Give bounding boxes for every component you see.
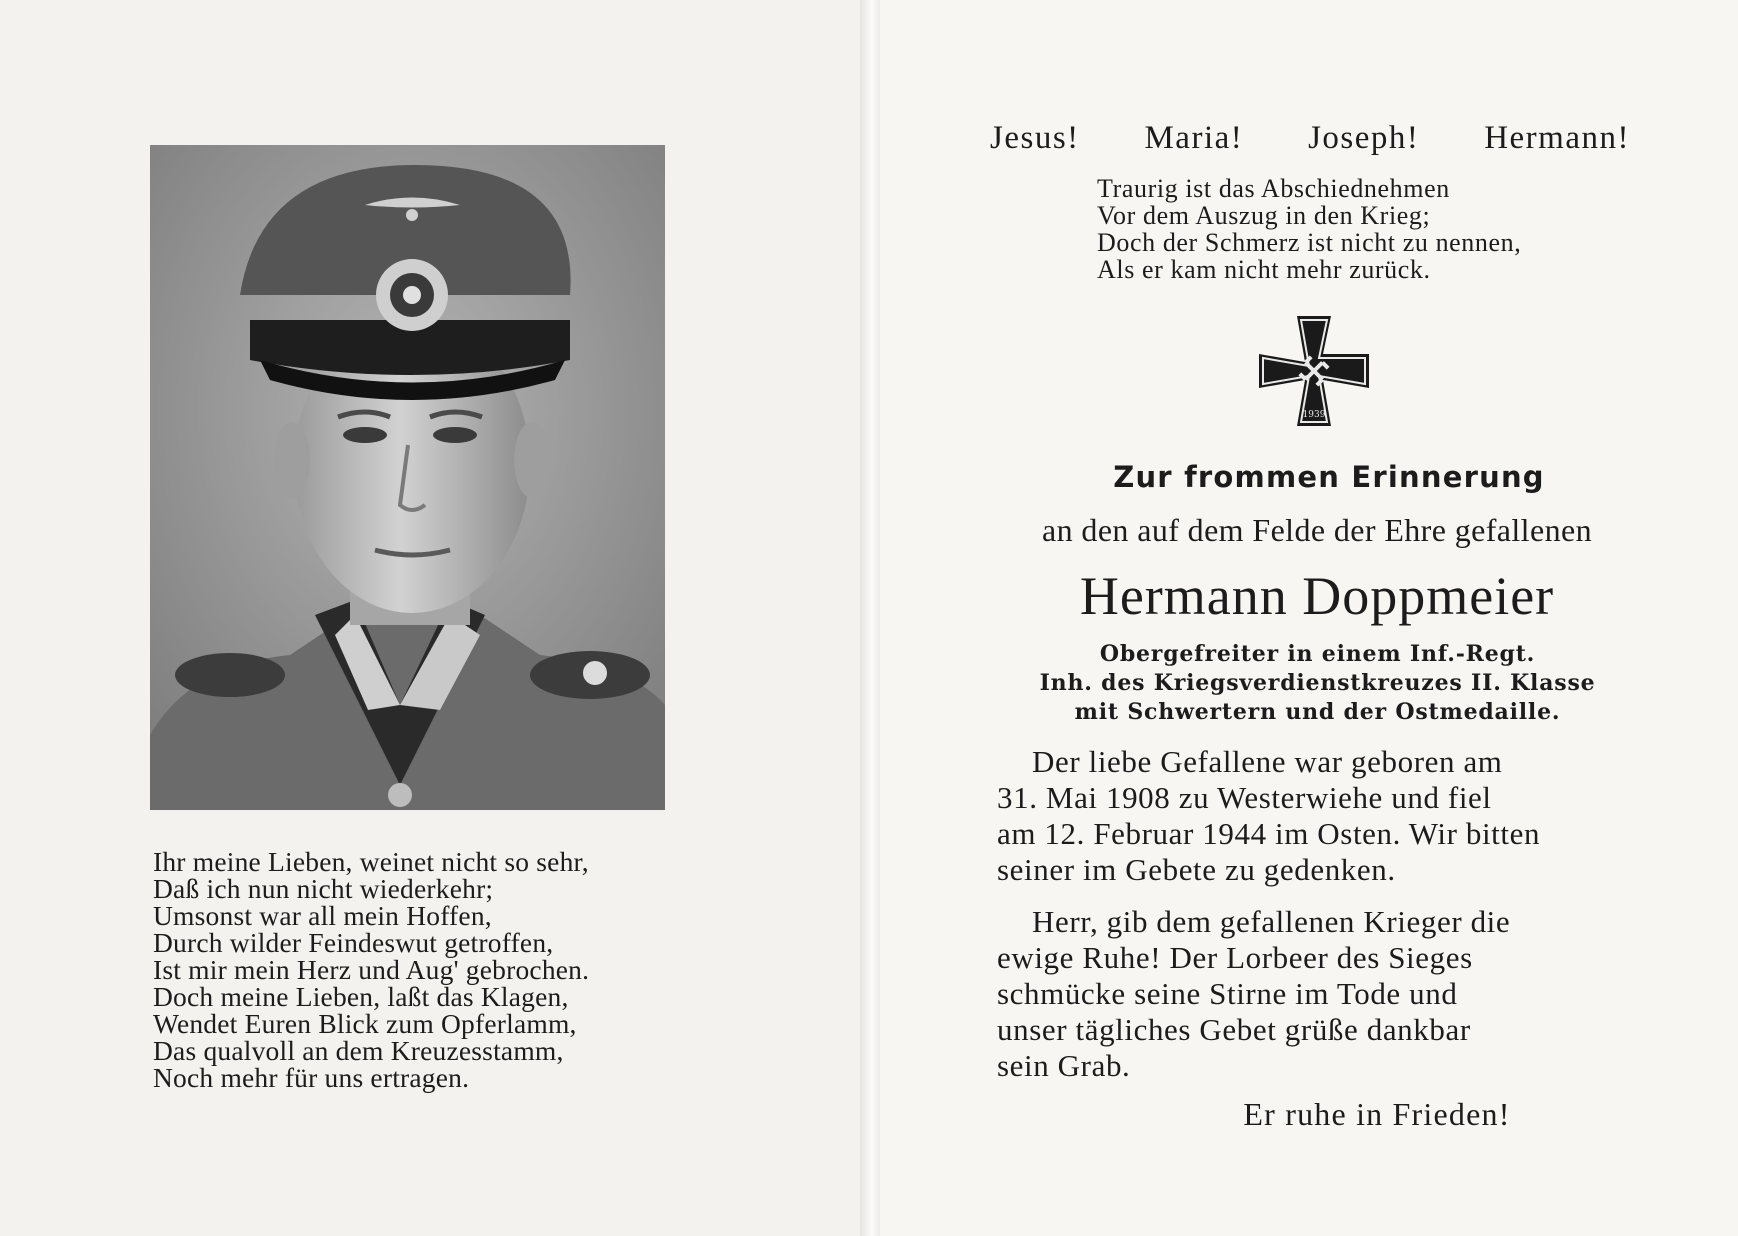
prayer-paragraph bbox=[997, 904, 1637, 1084]
invocation-word: Joseph! bbox=[1308, 120, 1420, 156]
poem-line: Vor dem Auszug in den Krieg; bbox=[1097, 201, 1431, 230]
rank-line: mit Schwertern und der Ostmedaille. bbox=[1074, 699, 1561, 725]
invocation-word: Jesus! bbox=[990, 120, 1080, 156]
poem-line: Durch wilder Feindeswut getroffen, bbox=[153, 927, 554, 958]
poem-line: Doch meine Lieben, laßt das Klagen, bbox=[153, 981, 569, 1012]
right-poem bbox=[1097, 175, 1637, 283]
poem-line: Daß ich nun nicht wiederkehr; bbox=[153, 873, 494, 904]
cross-year: 1939 bbox=[1302, 410, 1326, 420]
invocation-header bbox=[990, 120, 1630, 157]
bio-line: am 12. Februar 1944 im Osten. Wir bitten bbox=[997, 816, 1541, 851]
page-fold bbox=[860, 0, 880, 1236]
bio-line: seiner im Gebete zu gedenken. bbox=[997, 852, 1396, 887]
prayer-line: sein Grab. bbox=[997, 1048, 1131, 1083]
poem-line: Doch der Schmerz ist nicht zu nennen, bbox=[1097, 228, 1522, 257]
prayer-line: ewige Ruhe! Der Lorbeer des Sieges bbox=[997, 940, 1473, 975]
deceased-name: Hermann Doppmeier bbox=[1079, 566, 1555, 626]
invocation-word: Hermann! bbox=[1484, 120, 1630, 156]
prayer-line: schmücke seine Stirne im Tode und bbox=[997, 976, 1458, 1011]
rank-line: Obergefreiter in einem Inf.-Regt. bbox=[1099, 641, 1536, 667]
poem-line: Umsonst war all mein Hoffen, bbox=[153, 900, 492, 931]
bio-line: Der liebe Gefallene war geboren am bbox=[1032, 744, 1503, 779]
rank-line: Inh. des Kriegsverdienstkreuzes II. Klasse bbox=[1039, 670, 1596, 696]
iron-cross-icon bbox=[1257, 314, 1371, 428]
poem-line: Das qualvoll an dem Kreuzesstamm, bbox=[153, 1035, 564, 1066]
left-poem bbox=[153, 848, 683, 1091]
invocation-word: Maria! bbox=[1144, 120, 1244, 156]
soldier-portrait-photo bbox=[150, 145, 665, 810]
poem-line: Als er kam nicht mehr zurück. bbox=[1097, 255, 1431, 284]
memorial-subtitle: an den auf dem Felde der Ehre gefallenen bbox=[1042, 512, 1592, 548]
prayer-line: unser tägliches Gebet grüße dankbar bbox=[997, 1012, 1471, 1047]
closing-line: Er ruhe in Frieden! bbox=[1243, 1096, 1511, 1132]
poem-line: Noch mehr für uns ertragen. bbox=[153, 1062, 470, 1093]
poem-line: Ihr meine Lieben, weinet nicht so sehr, bbox=[153, 846, 589, 877]
biography-paragraph bbox=[997, 744, 1637, 888]
poem-line: Ist mir mein Herz und Aug' gebrochen. bbox=[153, 954, 590, 985]
poem-line: Wendet Euren Blick zum Opferlamm, bbox=[153, 1008, 577, 1039]
rank-and-decorations bbox=[995, 640, 1640, 727]
prayer-line: Herr, gib dem gefallenen Krieger die bbox=[1032, 904, 1511, 939]
memorial-title: Zur frommen Erinnerung bbox=[1113, 460, 1545, 494]
poem-line: Traurig ist das Abschiednehmen bbox=[1097, 174, 1450, 203]
bio-line: 31. Mai 1908 zu Westerwiehe und fiel bbox=[997, 780, 1492, 815]
